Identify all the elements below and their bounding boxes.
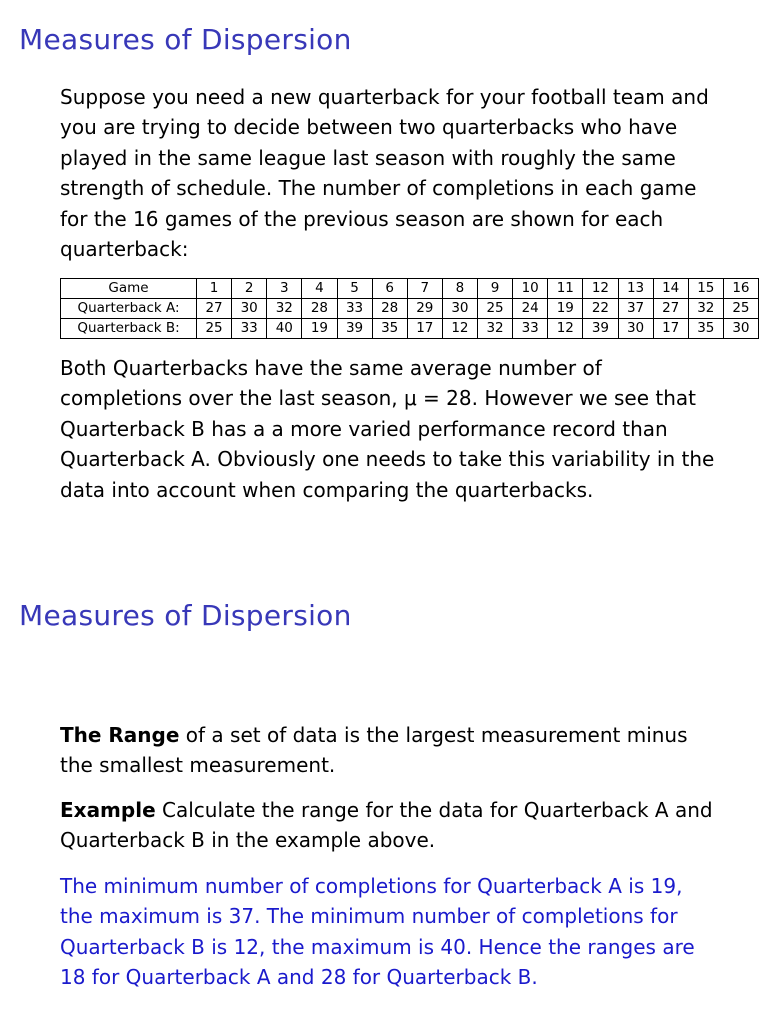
table-cell: 25 xyxy=(197,319,232,339)
table-cell: 6 xyxy=(372,279,407,299)
table-cell: 2 xyxy=(232,279,267,299)
table-cell: 11 xyxy=(548,279,583,299)
completions-table xyxy=(60,278,759,339)
table-cell: 13 xyxy=(618,279,653,299)
table-cell: 25 xyxy=(478,299,513,319)
table-cell: 14 xyxy=(653,279,688,299)
table-cell: 1 xyxy=(197,279,232,299)
table-cell: 28 xyxy=(302,299,337,319)
table-cell: 39 xyxy=(583,319,618,339)
row-label: Quarterback A: xyxy=(61,299,197,319)
table-cell: 17 xyxy=(653,319,688,339)
table-cell: 5 xyxy=(337,279,372,299)
slide1-title: Measures of Dispersion xyxy=(19,23,352,56)
table-cell: 9 xyxy=(478,279,513,299)
example-text: Calculate the range for the data for Quarterback A and Quarterback B in the example above. xyxy=(60,798,713,853)
table-row xyxy=(61,319,759,339)
table-cell: 35 xyxy=(688,319,723,339)
table-cell: 30 xyxy=(442,299,477,319)
row-label: Quarterback B: xyxy=(61,319,197,339)
table-cell: 27 xyxy=(653,299,688,319)
table-cell: 15 xyxy=(688,279,723,299)
row-label: Game xyxy=(61,279,197,299)
table-cell: 33 xyxy=(513,319,548,339)
table-cell: 32 xyxy=(267,299,302,319)
table-cell: 19 xyxy=(302,319,337,339)
table-cell: 39 xyxy=(337,319,372,339)
range-definition xyxy=(60,720,720,781)
average-paragraph: Both Quarterbacks have the same average number of completions over the last season, μ = 28. However we see that Quarterback B has a a more varied performance record than Quarterback A. Obviously one needs to take this variability in the data into account when comparing the quarterbacks. xyxy=(60,356,715,502)
table-cell: 17 xyxy=(407,319,442,339)
table-cell: 3 xyxy=(267,279,302,299)
range-definition-text: of a set of data is the largest measurement minus the smallest measurement. xyxy=(60,723,688,778)
table-cell: 29 xyxy=(407,299,442,319)
table-cell: 28 xyxy=(372,299,407,319)
table-cell: 16 xyxy=(723,279,758,299)
table-row xyxy=(61,299,759,319)
table-cell: 4 xyxy=(302,279,337,299)
table-cell: 24 xyxy=(513,299,548,319)
example-paragraph xyxy=(60,795,720,856)
table-cell: 12 xyxy=(583,279,618,299)
answer-paragraph: The minimum number of completions for Quarterback A is 19, the maximum is 37. The minimum number of completions for Quarterback B is 12, the maximum is 40. Hence the ranges are 18 for Quarterback A and 28 for Quarterback B. xyxy=(60,874,695,990)
table-cell: 12 xyxy=(442,319,477,339)
intro-paragraph: Suppose you need a new quarterback for your football team and you are trying to decide between two quarterbacks who have played in the same league last season with roughly the same strength of schedule. The number of completions in each game for the 16 games of the previous season are shown for each quarterback: xyxy=(60,85,709,262)
example-term: Example xyxy=(60,798,156,822)
table-cell: 30 xyxy=(618,319,653,339)
table-cell: 32 xyxy=(478,319,513,339)
range-term: The Range xyxy=(60,723,180,747)
table-cell: 40 xyxy=(267,319,302,339)
table-cell: 30 xyxy=(232,299,267,319)
table-cell: 19 xyxy=(548,299,583,319)
table-cell: 7 xyxy=(407,279,442,299)
table-cell: 32 xyxy=(688,299,723,319)
table-cell: 8 xyxy=(442,279,477,299)
slide2-title: Measures of Dispersion xyxy=(19,599,352,632)
table-cell: 33 xyxy=(337,299,372,319)
table-cell: 27 xyxy=(197,299,232,319)
table-cell: 12 xyxy=(548,319,583,339)
table-cell: 25 xyxy=(723,299,758,319)
table-cell: 35 xyxy=(372,319,407,339)
table-cell: 33 xyxy=(232,319,267,339)
table-cell: 37 xyxy=(618,299,653,319)
table-header-row xyxy=(61,279,759,299)
table-cell: 22 xyxy=(583,299,618,319)
table-cell: 30 xyxy=(723,319,758,339)
table-cell: 10 xyxy=(513,279,548,299)
